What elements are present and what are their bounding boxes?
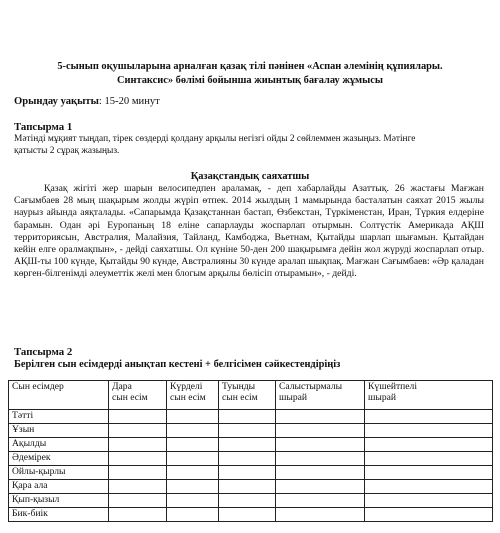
answer-cell[interactable] [109, 466, 167, 480]
answer-cell[interactable] [365, 410, 493, 424]
time-value: : 15-20 минут [98, 96, 160, 107]
table-row [9, 466, 493, 480]
row-label: Қара ала [9, 480, 109, 494]
task1-instruction-line2: қатысты 2 сұрақ жазыңыз. [14, 146, 120, 156]
answer-cell[interactable] [219, 438, 276, 452]
answer-cell[interactable] [276, 424, 365, 438]
title-line-2: Синтаксис» бөлімі бойынша жиынтық бағалау жұмысы [117, 75, 383, 86]
text-title: Қазақстандық саяхатшы [190, 171, 310, 182]
col-header-intensive: Күшейтпелі шырай [365, 381, 493, 410]
answer-cell[interactable] [365, 424, 493, 438]
answer-cell[interactable] [219, 494, 276, 508]
answer-cell[interactable] [167, 466, 219, 480]
answer-cell[interactable] [365, 508, 493, 522]
row-label: Ұзын [9, 424, 109, 438]
answer-cell[interactable] [219, 452, 276, 466]
col-header-simple: Дара сын есім [109, 381, 167, 410]
col-header-derived: Туынды сын есім [219, 381, 276, 410]
answer-cell[interactable] [109, 410, 167, 424]
text-body: Қазақ жігіті жер шарын велосипедпен араламақ, - деп хабарлайды Азаттық. 26 жастағы Мағжан Сағымбаев 28 мың шақырым жолды жүріп өтпек. 2014 жылдың 1 мамырында басталатын саяхат 2015 жылы наурыз айында аяқталады. «Сапарымда Қазақстаннан бастап, Өзбекстан, Түркіменстан, Иран, Түркия елдеріне барамын. Одан әрі Еуропаның 18 еліне сапарлауды жоспарлап отырмын. Солтүстік Америкада АҚШ территориясын, Австралия, Малайзия, Тайланд, Камбоджа, Вьетнам, Қытайды шарлап шығамын. Қытайдан кейін елге оралмақпын», - дейді саяхатшы. Ол күніне 50-ден 200 шақырымға дейін жол жүруді жоспарлап отыр. АҚШ-ты 100 күнде, Қытайды 90 күнде, Австралияны 30 күнде аралап шықпақ. Мағжан Сағымбаев: «Әр қаладан көрген-білгенімді әлеуметтік желі мен блогым арқылы бөлісіп отырамын», - дейді. [14, 183, 484, 280]
answer-cell[interactable] [365, 438, 493, 452]
row-label: Ақылды [9, 438, 109, 452]
answer-cell[interactable] [276, 466, 365, 480]
task2-instruction: Берілген сын есімдерді анықтап кестені + белгісімен сәйкестендіріңіз [14, 359, 341, 370]
answer-cell[interactable] [365, 466, 493, 480]
row-label: Тәтті [9, 410, 109, 424]
task1-instruction-line1: Мәтінді мұқият тыңдап, тірек сөздерді қолдану арқылы негізгі ойды 2 сөйлеммен жазыңыз. Мәтінге [14, 134, 416, 144]
answer-cell[interactable] [167, 480, 219, 494]
answer-cell[interactable] [219, 480, 276, 494]
table-row [9, 438, 493, 452]
answer-cell[interactable] [276, 438, 365, 452]
answer-cell[interactable] [167, 452, 219, 466]
answer-cell[interactable] [167, 494, 219, 508]
answer-cell[interactable] [167, 508, 219, 522]
col-header-comparative: Салыстырмалы шырай [276, 381, 365, 410]
time-label: Орындау уақыты [14, 96, 99, 107]
answer-cell[interactable] [109, 452, 167, 466]
answer-cell[interactable] [276, 494, 365, 508]
table-row [9, 494, 493, 508]
answer-cell[interactable] [276, 508, 365, 522]
row-label: Бик-биік [9, 508, 109, 522]
task2-heading: Тапсырма 2 [14, 346, 73, 358]
col-header-compound: Күрделі сын есім [167, 381, 219, 410]
answer-cell[interactable] [167, 438, 219, 452]
answer-cell[interactable] [365, 494, 493, 508]
table-row [9, 424, 493, 438]
row-label: Ойлы-қырлы [9, 466, 109, 480]
table-row [9, 480, 493, 494]
answer-cell[interactable] [167, 424, 219, 438]
table-header-row [9, 381, 493, 410]
table-row [9, 452, 493, 466]
answer-cell[interactable] [109, 480, 167, 494]
answer-cell[interactable] [109, 508, 167, 522]
answer-cell[interactable] [276, 410, 365, 424]
answer-cell[interactable] [219, 424, 276, 438]
answer-cell[interactable] [365, 480, 493, 494]
title-line-1: 5-сынып оқушыларына арналған қазақ тілі пәнінен «Аспан әлемінің құпиялары. [57, 61, 443, 72]
row-label: Қып-қызыл [9, 494, 109, 508]
row-label: Әдемірек [9, 452, 109, 466]
adjectives-table [8, 380, 493, 522]
answer-cell[interactable] [219, 410, 276, 424]
answer-cell[interactable] [167, 410, 219, 424]
answer-cell[interactable] [276, 480, 365, 494]
answer-cell[interactable] [109, 494, 167, 508]
document-title [0, 60, 500, 88]
answer-cell[interactable] [109, 424, 167, 438]
answer-cell[interactable] [276, 452, 365, 466]
answer-cell[interactable] [109, 438, 167, 452]
answer-cell[interactable] [219, 508, 276, 522]
table-row [9, 410, 493, 424]
time-info [14, 96, 160, 107]
table-row [9, 508, 493, 522]
answer-cell[interactable] [365, 452, 493, 466]
task1-heading: Тапсырма 1 [14, 121, 73, 133]
col-header-adjectives: Сын есімдер [9, 381, 109, 410]
answer-cell[interactable] [219, 466, 276, 480]
